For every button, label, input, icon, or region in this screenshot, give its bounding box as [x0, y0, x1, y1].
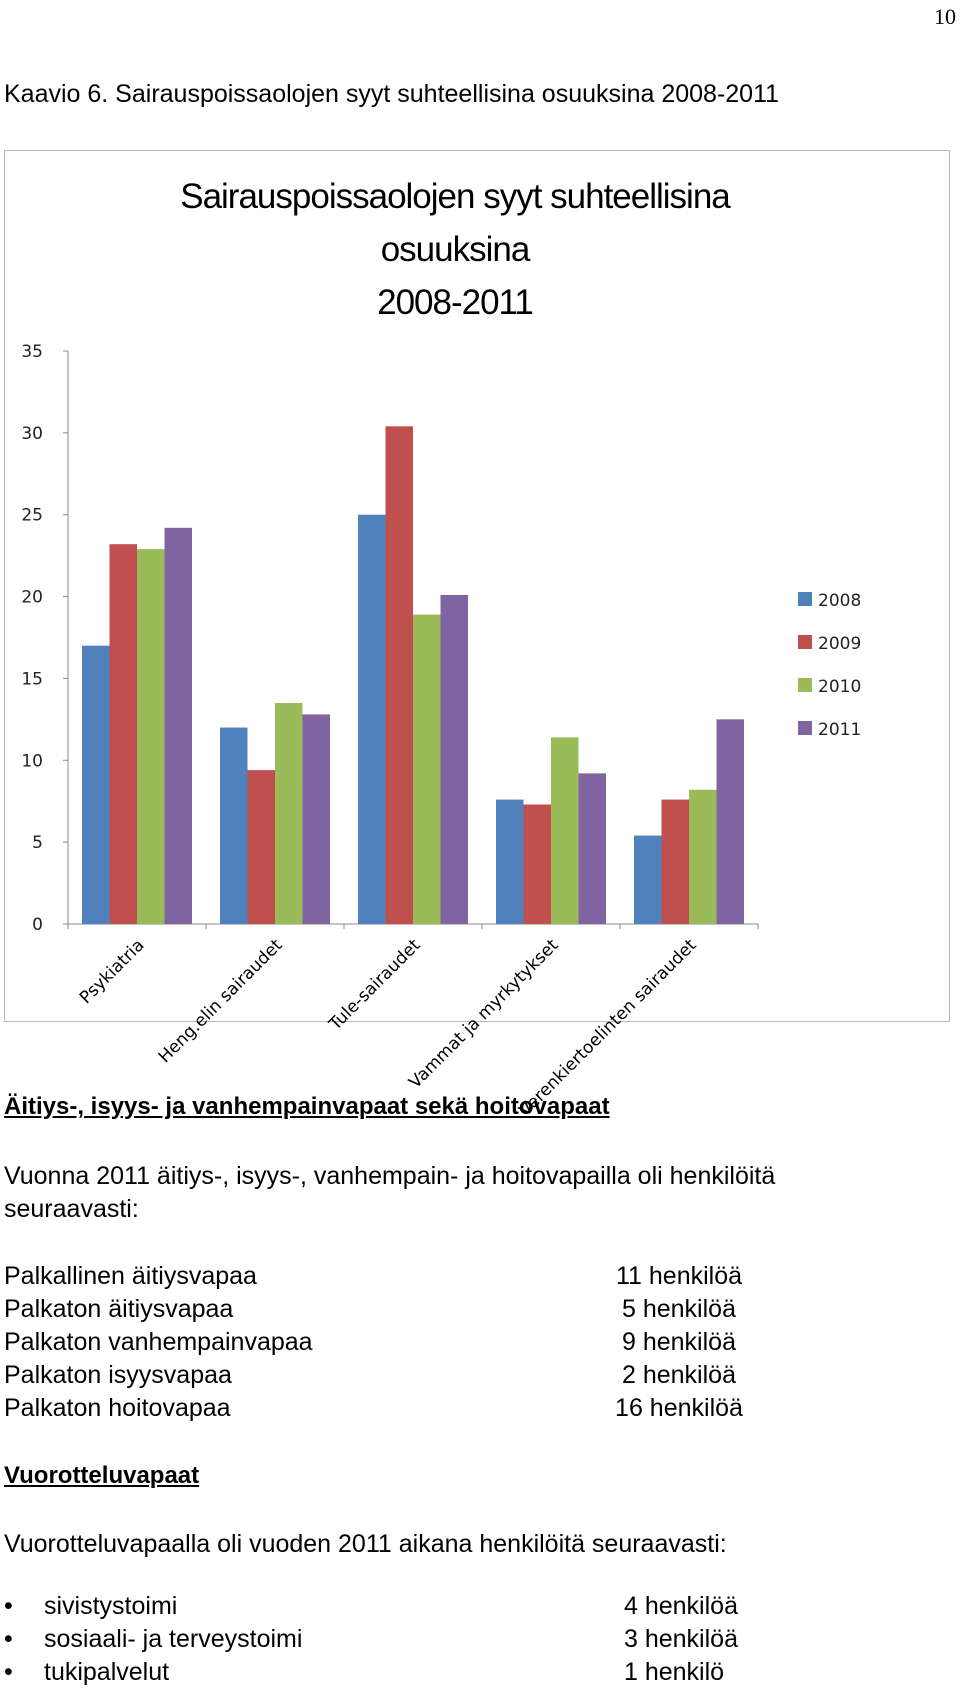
list-item: [4, 1592, 904, 1625]
bar-2010: [689, 790, 717, 924]
legend-swatch: [798, 678, 812, 692]
leave-row: [4, 1262, 904, 1295]
legend-swatch: [798, 635, 812, 649]
bar-2010: [413, 615, 441, 924]
chart-title-line: osuuksina: [380, 230, 530, 269]
bullet-icon: •: [4, 1658, 13, 1686]
section-heading-job-alternation: Vuorotteluvapaat: [4, 1462, 200, 1489]
y-tick-label: 10: [21, 751, 43, 772]
list-item: [4, 1658, 904, 1691]
legend-label: 2008: [818, 591, 862, 611]
bar-2011: [303, 714, 331, 924]
legend-label: 2010: [818, 677, 862, 697]
bar-2011: [165, 528, 193, 924]
job-alternation-intro: Vuorotteluvapaalla oli vuoden 2011 aikana henkilöitä seuraavasti:: [4, 1530, 727, 1558]
legend-swatch: [798, 721, 812, 735]
y-tick-label: 15: [21, 669, 43, 690]
list-item-value: 3 henkilöä: [624, 1625, 738, 1653]
y-tick-label: 30: [21, 423, 43, 444]
section-heading-family-leave: Äitiys-, isyys- ja vanhempainvapaat sekä hoitovapaat: [4, 1093, 610, 1120]
y-tick-label: 20: [21, 587, 43, 608]
bullet-icon: •: [4, 1592, 13, 1620]
bar-2009: [248, 770, 276, 924]
category-label: Psykiatria: [75, 935, 149, 1008]
chart-title-line: Sairauspoissaolojen syyt suhteellisina: [180, 177, 730, 216]
bullet-icon: •: [4, 1625, 13, 1653]
chart-title-line: 2008-2011: [377, 283, 533, 322]
list-item-value: 1 henkilö: [624, 1658, 725, 1686]
leave-row-value: 11 henkilöä: [615, 1262, 743, 1290]
bar-2010: [551, 737, 579, 924]
bar-2009: [524, 804, 552, 924]
y-tick-label: 0: [32, 915, 43, 935]
bar-2011: [441, 595, 469, 924]
leave-row-label: Palkaton vanhempainvapaa: [4, 1328, 313, 1356]
category-label: Vammat ja myrkytykset: [405, 935, 563, 1093]
bar-2009: [662, 800, 690, 924]
list-item-label: sivistystoimi: [44, 1592, 178, 1620]
leave-row: [4, 1394, 904, 1427]
leave-row-value: 16 henkilöä: [615, 1394, 743, 1422]
leave-row-label: Palkaton isyysvapaa: [4, 1361, 232, 1389]
leave-row-label: Palkallinen äitiysvapaa: [4, 1262, 257, 1290]
family-leave-intro-line-2: seuraavasti:: [4, 1195, 139, 1223]
bar-2009: [386, 426, 414, 924]
bar-2010: [137, 549, 165, 924]
list-item: [4, 1625, 904, 1658]
leave-row-value: 2 henkilöä: [622, 1361, 736, 1389]
list-item-label: tukipalvelut: [44, 1658, 170, 1686]
legend-label: 2009: [818, 634, 862, 654]
bar-2011: [717, 719, 745, 924]
bar-2009: [110, 544, 138, 924]
category-label: Tule-sairaudet: [325, 935, 425, 1035]
page-number: 10: [934, 4, 956, 29]
leave-row-value: 5 henkilöä: [622, 1295, 736, 1323]
bar-2008: [82, 646, 110, 924]
list-item-label: sosiaali- ja terveystoimi: [44, 1625, 303, 1653]
bar-2008: [358, 515, 386, 924]
leave-row: [4, 1361, 904, 1394]
y-tick-label: 25: [21, 505, 43, 526]
leave-row-label: Palkaton hoitovapaa: [4, 1394, 231, 1422]
bar-2008: [496, 800, 524, 924]
bar-2008: [634, 836, 662, 924]
bar-2010: [275, 703, 303, 924]
category-label: Heng.elin sairaudet: [154, 935, 287, 1068]
y-tick-label: 5: [32, 833, 43, 854]
leave-row-value: 9 henkilöä: [622, 1328, 736, 1356]
bar-2011: [579, 773, 607, 924]
leave-row: [4, 1295, 904, 1328]
legend-label: 2011: [818, 720, 862, 740]
legend-swatch: [798, 592, 812, 606]
leave-row-label: Palkaton äitiysvapaa: [4, 1295, 234, 1323]
list-item-value: 4 henkilöä: [624, 1592, 738, 1620]
y-tick-label: 35: [21, 342, 43, 362]
category-label: Verenkiertoelinten sairaudet: [515, 935, 701, 1121]
bar-2008: [220, 728, 248, 924]
chart-caption: Kaavio 6. Sairauspoissaolojen syyt suhteellisina osuuksina 2008-2011: [4, 80, 780, 108]
family-leave-intro-line-1: Vuonna 2011 äitiys-, isyys-, vanhempain- ja hoitovapailla oli henkilöitä: [4, 1162, 776, 1190]
leave-row: [4, 1328, 904, 1361]
